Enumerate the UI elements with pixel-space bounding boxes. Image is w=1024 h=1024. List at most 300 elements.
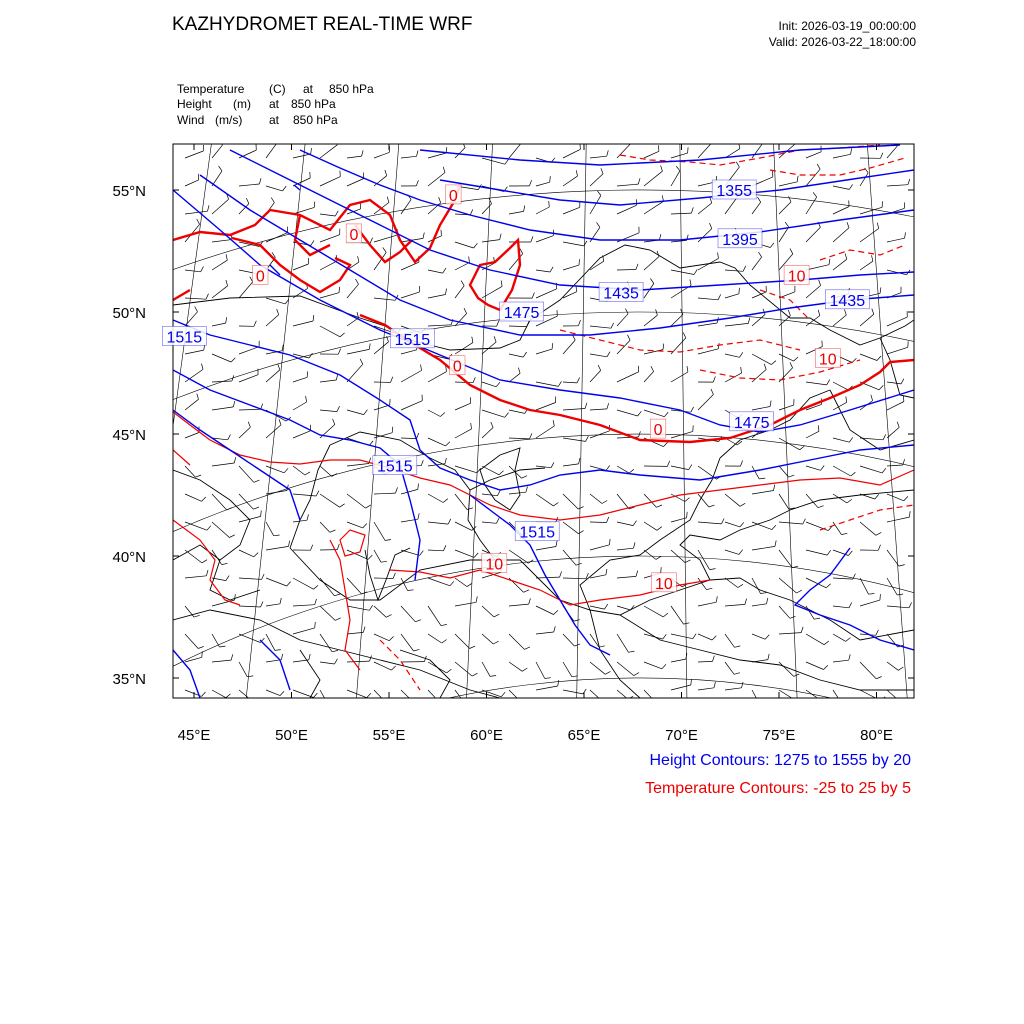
wind-barb bbox=[779, 354, 798, 361]
wind-barb bbox=[536, 541, 557, 550]
wind-barb bbox=[185, 606, 200, 617]
wind-barb bbox=[455, 423, 472, 438]
wind-barb bbox=[482, 606, 499, 617]
wind-barb bbox=[617, 634, 634, 652]
wind-barb bbox=[725, 682, 743, 690]
x-tick-label: 80°E bbox=[860, 727, 893, 744]
wind-barb bbox=[536, 267, 553, 272]
wind-barb bbox=[509, 352, 527, 357]
wind-barb bbox=[455, 690, 471, 703]
wind-barbs bbox=[185, 134, 912, 708]
wind-barb bbox=[428, 690, 447, 704]
wind-barb bbox=[536, 572, 562, 579]
wind-barb bbox=[563, 201, 580, 214]
wind-barb bbox=[374, 606, 392, 617]
y-tick-label: 45°N bbox=[112, 427, 146, 444]
wind-barb bbox=[833, 466, 855, 476]
wind-barb bbox=[482, 662, 496, 676]
svg-text:10: 10 bbox=[787, 268, 806, 286]
wind-barb bbox=[698, 494, 715, 507]
wind-barb bbox=[860, 395, 873, 410]
wind-barb bbox=[887, 232, 906, 242]
temperature-contour-label bbox=[815, 348, 840, 368]
wind-barb bbox=[347, 150, 363, 158]
wind-barb bbox=[347, 627, 365, 634]
wind-barb bbox=[509, 433, 532, 439]
axis-ticks bbox=[173, 144, 914, 698]
wind-barb bbox=[806, 494, 824, 508]
wind-barb bbox=[428, 268, 446, 273]
wind-barb bbox=[347, 279, 359, 298]
wind-barb bbox=[617, 178, 640, 186]
svg-text:0: 0 bbox=[255, 268, 265, 286]
longitude-line bbox=[136, 144, 211, 698]
wind-barb bbox=[671, 333, 686, 355]
wind-barb bbox=[671, 465, 692, 470]
wind-barb bbox=[779, 137, 796, 158]
x-tick-label: 75°E bbox=[762, 727, 796, 744]
wind-barb bbox=[347, 605, 373, 610]
wind-barb bbox=[212, 594, 235, 606]
wind-barb bbox=[725, 599, 747, 606]
wind-barb bbox=[212, 194, 229, 215]
wind-barb bbox=[266, 598, 281, 606]
wind-barb bbox=[428, 662, 451, 673]
wind-barb bbox=[266, 578, 291, 586]
wind-barb bbox=[779, 399, 794, 410]
wind-barb bbox=[617, 571, 638, 578]
wind-barb bbox=[401, 395, 422, 410]
wind-barb bbox=[563, 689, 586, 694]
wind-barb bbox=[374, 522, 391, 541]
svg-text:1395: 1395 bbox=[722, 231, 758, 249]
wind-barb bbox=[698, 223, 712, 242]
wind-barb bbox=[563, 403, 587, 410]
wind-barb bbox=[239, 277, 253, 298]
wind-barb bbox=[752, 690, 768, 708]
svg-text:1435: 1435 bbox=[829, 292, 866, 310]
wind-barb bbox=[185, 394, 199, 410]
wind-barb bbox=[860, 223, 879, 242]
wind-barb bbox=[185, 570, 208, 578]
wind-barb bbox=[833, 309, 846, 326]
wind-barb bbox=[293, 258, 308, 270]
wind-barb bbox=[455, 337, 473, 354]
wind-barb bbox=[536, 626, 555, 634]
wind-barb bbox=[698, 634, 716, 640]
longitude-line bbox=[867, 144, 907, 698]
wind-barb bbox=[833, 184, 853, 189]
wind-barb bbox=[671, 634, 696, 639]
wind-barb bbox=[536, 462, 554, 467]
wind-barb bbox=[428, 366, 447, 382]
wind-barb bbox=[644, 662, 666, 669]
wind-barb bbox=[644, 344, 664, 354]
wind-barb bbox=[644, 550, 661, 559]
wind-barb bbox=[725, 634, 740, 647]
x-tick-label: 55°E bbox=[372, 727, 406, 744]
wind-barb bbox=[779, 494, 795, 509]
wind-barb bbox=[833, 396, 847, 410]
wind-barb bbox=[833, 550, 852, 556]
wind-barb bbox=[725, 494, 745, 506]
y-tick-label: 35°N bbox=[112, 671, 146, 688]
wind-barb bbox=[752, 466, 765, 479]
wind-barb bbox=[644, 606, 668, 617]
wind-barb bbox=[887, 140, 898, 158]
field-level: 850 hPa bbox=[329, 82, 374, 96]
height-legend: Height Contours: 1275 to 1555 by 20 bbox=[649, 752, 911, 769]
field-unit: (C) bbox=[269, 82, 286, 96]
wind-barb bbox=[293, 396, 307, 410]
wind-barb bbox=[401, 195, 411, 214]
wind-barb bbox=[887, 511, 910, 522]
wind-barb bbox=[455, 242, 477, 248]
wind-barb bbox=[860, 662, 882, 679]
wind-barb bbox=[401, 656, 426, 662]
wind-barb bbox=[374, 487, 398, 494]
wind-barb bbox=[860, 354, 881, 361]
wind-barb bbox=[212, 435, 231, 440]
svg-text:1475: 1475 bbox=[733, 414, 770, 432]
y-tick-label: 50°N bbox=[112, 305, 146, 322]
wind-barb bbox=[698, 389, 713, 410]
wind-barb bbox=[455, 550, 478, 557]
svg-text:0: 0 bbox=[349, 226, 359, 244]
wind-barb bbox=[563, 458, 580, 466]
wind-barb bbox=[185, 174, 199, 186]
wind-barb bbox=[320, 374, 338, 382]
wind-barb bbox=[887, 311, 907, 326]
wind-barb bbox=[833, 437, 853, 442]
wind-barb bbox=[536, 343, 553, 354]
wind-barb bbox=[590, 323, 614, 328]
field-name: Height bbox=[177, 97, 212, 111]
wind-barb bbox=[212, 457, 236, 466]
valid-time: Valid: 2026-03-22_18:00:00 bbox=[768, 35, 916, 49]
wind-barb bbox=[347, 359, 363, 382]
wind-barb bbox=[644, 234, 661, 242]
wind-barb bbox=[239, 321, 256, 327]
field-at: at bbox=[269, 97, 280, 111]
wind-barb bbox=[617, 199, 637, 214]
wind-barb bbox=[482, 422, 493, 438]
wind-barb bbox=[590, 604, 608, 609]
wind-barb bbox=[185, 690, 206, 696]
wind-barb bbox=[293, 622, 315, 634]
wind-barb bbox=[698, 197, 712, 214]
wind-barb bbox=[752, 197, 761, 214]
svg-text:10: 10 bbox=[655, 575, 673, 593]
wind-barb bbox=[482, 336, 496, 354]
svg-text:0: 0 bbox=[448, 187, 458, 205]
wind-barb bbox=[779, 362, 793, 382]
wind-barb bbox=[239, 422, 250, 438]
temperature-legend: Temperature Contours: -25 to 25 by 5 bbox=[645, 780, 911, 797]
y-tick-label: 40°N bbox=[112, 549, 146, 566]
wind-barb bbox=[779, 222, 789, 242]
wind-barb bbox=[347, 522, 367, 528]
wind-barb bbox=[428, 578, 454, 586]
field-name: Wind bbox=[177, 113, 205, 127]
wind-barb bbox=[239, 178, 261, 186]
wind-barb bbox=[563, 494, 584, 509]
wind-barb bbox=[698, 294, 721, 299]
svg-text:1515: 1515 bbox=[519, 524, 555, 542]
svg-text:1475: 1475 bbox=[503, 305, 540, 322]
wind-barb bbox=[806, 466, 824, 471]
wind-barb bbox=[239, 662, 253, 677]
wind-barb bbox=[455, 397, 471, 410]
wind-barb bbox=[401, 484, 419, 495]
wind-barb bbox=[833, 148, 852, 158]
wind-barb bbox=[293, 202, 315, 215]
wind-barb bbox=[644, 522, 662, 530]
wind-barb bbox=[185, 294, 209, 300]
wind-barb bbox=[779, 578, 802, 593]
wind-barb bbox=[212, 280, 228, 298]
wind-barb bbox=[698, 596, 717, 606]
wind-barb bbox=[455, 662, 478, 676]
wind-barb bbox=[320, 544, 339, 550]
wind-barb bbox=[887, 662, 903, 670]
wind-barb bbox=[833, 254, 847, 271]
wind-barb bbox=[347, 578, 367, 594]
wind-barb bbox=[752, 654, 769, 662]
wind-barb bbox=[617, 135, 633, 158]
wind-barb bbox=[860, 522, 881, 535]
wind-barb bbox=[536, 283, 557, 298]
wind-barb bbox=[509, 598, 530, 606]
height-contour-label bbox=[599, 283, 643, 303]
field-level: 850 hPa bbox=[293, 113, 338, 127]
wind-barb bbox=[185, 494, 206, 501]
wind-barb bbox=[455, 209, 473, 215]
temperature-contour-label bbox=[482, 553, 507, 573]
wind-barb bbox=[725, 550, 743, 555]
wind-barb bbox=[536, 397, 556, 411]
wind-barb bbox=[671, 309, 683, 326]
wind-barb bbox=[320, 690, 336, 708]
field-unit: (m/s) bbox=[215, 113, 243, 127]
wind-barb bbox=[293, 599, 317, 606]
wind-barb bbox=[779, 519, 805, 524]
wind-barb bbox=[401, 690, 419, 703]
wind-barb bbox=[725, 662, 740, 674]
wind-barb bbox=[860, 578, 874, 594]
wind-barb bbox=[428, 167, 445, 186]
lat-lon-grid bbox=[120, 144, 960, 839]
wind-barb bbox=[320, 606, 341, 620]
wind-barb bbox=[833, 654, 850, 662]
wind-barb bbox=[293, 466, 310, 475]
svg-text:1355: 1355 bbox=[716, 183, 752, 200]
wind-barb bbox=[590, 403, 609, 410]
wind-barb bbox=[320, 659, 337, 664]
svg-text:1515: 1515 bbox=[394, 331, 431, 349]
wind-barb bbox=[320, 406, 340, 411]
wind-barb bbox=[806, 522, 832, 531]
wind-barb bbox=[374, 634, 394, 641]
wind-barb bbox=[266, 690, 284, 696]
wind-barb bbox=[293, 578, 318, 589]
wind-barb bbox=[590, 662, 610, 674]
wind-barb bbox=[347, 494, 371, 508]
wind-barb bbox=[590, 690, 607, 701]
longitude-line bbox=[680, 144, 687, 698]
wind-barb bbox=[266, 522, 280, 536]
wind-barb bbox=[752, 252, 762, 270]
height-contour-label bbox=[162, 326, 206, 346]
wind-barb bbox=[509, 206, 525, 215]
wind-barb bbox=[563, 286, 577, 298]
wind-barb bbox=[482, 382, 500, 387]
wind-barb bbox=[644, 145, 659, 158]
wind-barb bbox=[455, 578, 472, 587]
wind-barb bbox=[536, 201, 549, 214]
height-contour-label bbox=[515, 522, 559, 542]
wind-barb bbox=[671, 606, 689, 624]
wind-barb bbox=[887, 341, 908, 354]
svg-text:0: 0 bbox=[452, 358, 462, 376]
wind-barb bbox=[482, 518, 499, 523]
wind-barb bbox=[401, 151, 418, 159]
wind-barb bbox=[266, 419, 281, 438]
wind-barb bbox=[860, 545, 881, 551]
wind-barb bbox=[428, 545, 446, 551]
wind-barb bbox=[887, 494, 908, 501]
wind-barb bbox=[482, 410, 509, 417]
wind-barb bbox=[401, 365, 422, 383]
wind-barb bbox=[806, 550, 831, 555]
wind-barb bbox=[482, 466, 504, 475]
wind-barb bbox=[806, 634, 829, 645]
wind-barb bbox=[212, 354, 235, 362]
field-at: at bbox=[303, 82, 314, 96]
wind-barb bbox=[401, 256, 419, 270]
wind-barb bbox=[212, 690, 231, 698]
wind-barb bbox=[806, 380, 830, 385]
wind-barb bbox=[617, 542, 635, 550]
wind-barb bbox=[671, 269, 697, 274]
wind-barb bbox=[428, 438, 450, 446]
wind-barb bbox=[320, 211, 338, 216]
wind-barb bbox=[617, 521, 637, 526]
wind-barb bbox=[617, 662, 639, 676]
wind-barb bbox=[590, 539, 610, 550]
height-contour-label bbox=[712, 180, 756, 200]
wind-barb bbox=[509, 139, 521, 159]
wind-barb bbox=[671, 653, 687, 662]
height-contour-label bbox=[500, 302, 544, 322]
wind-barb bbox=[212, 522, 235, 538]
wind-barb bbox=[212, 654, 233, 662]
wind-barb bbox=[293, 371, 308, 382]
wind-barb bbox=[779, 176, 798, 186]
wind-barb bbox=[374, 336, 389, 354]
wind-barb bbox=[509, 662, 527, 671]
wind-barb bbox=[212, 140, 222, 158]
wind-barb bbox=[617, 309, 628, 327]
wind-barb bbox=[293, 491, 319, 496]
temperature-contour-label bbox=[446, 185, 462, 205]
height-contour-label bbox=[373, 456, 417, 476]
wind-barb bbox=[644, 410, 668, 417]
wind-barb bbox=[644, 195, 664, 214]
wind-barb bbox=[482, 634, 499, 644]
longitude-line bbox=[246, 144, 305, 698]
wind-barb bbox=[347, 690, 371, 698]
wind-barb bbox=[428, 606, 447, 626]
wind-barb bbox=[428, 634, 447, 643]
wind-barb bbox=[698, 377, 715, 383]
wind-barb bbox=[266, 541, 290, 550]
wind-barb bbox=[185, 219, 200, 242]
wind-barb bbox=[185, 634, 204, 649]
svg-text:0: 0 bbox=[653, 422, 663, 440]
wind-barb bbox=[833, 222, 849, 242]
wind-barb bbox=[671, 425, 693, 438]
temperature-contour-label bbox=[450, 356, 466, 376]
init-time: Init: 2026-03-19_00:00:00 bbox=[778, 19, 916, 33]
wind-barb bbox=[590, 150, 608, 158]
wind-barb bbox=[212, 166, 222, 186]
wind-barb bbox=[860, 255, 873, 270]
wind-barb bbox=[347, 410, 367, 415]
wind-barb bbox=[374, 550, 387, 562]
wind-barb bbox=[698, 550, 716, 570]
wind-barb bbox=[239, 690, 262, 705]
wind-barb bbox=[401, 606, 421, 622]
wind-barb bbox=[509, 368, 520, 382]
wind-barb bbox=[725, 461, 743, 467]
wind-barb bbox=[887, 179, 910, 186]
wind-barb bbox=[266, 135, 279, 159]
x-tick-label: 45°E bbox=[177, 727, 211, 744]
wind-barb bbox=[320, 139, 337, 158]
wind-barb bbox=[401, 286, 420, 298]
wind-barb bbox=[293, 148, 312, 158]
svg-text:1515: 1515 bbox=[377, 458, 413, 476]
map-frame bbox=[173, 144, 914, 698]
wind-barb bbox=[806, 192, 817, 214]
wind-barb bbox=[509, 180, 532, 186]
wind-barb bbox=[725, 367, 742, 382]
wind-barb bbox=[752, 354, 776, 365]
wind-barb bbox=[644, 166, 662, 187]
wind-barb bbox=[590, 494, 607, 504]
wind-barb bbox=[185, 651, 202, 662]
wind-barb bbox=[671, 366, 688, 382]
height-contours bbox=[173, 145, 914, 698]
wind-barb bbox=[455, 634, 475, 649]
wind-barb bbox=[806, 259, 830, 270]
wind-barb bbox=[428, 289, 447, 298]
x-tick-label: 65°E bbox=[567, 727, 601, 744]
wind-barb bbox=[590, 517, 609, 523]
wind-barb bbox=[644, 461, 670, 467]
wind-barb bbox=[563, 436, 588, 441]
wind-barb bbox=[563, 259, 580, 270]
field-unit: (m) bbox=[233, 97, 251, 111]
x-tick-label: 50°E bbox=[275, 727, 308, 744]
wind-barb bbox=[671, 147, 688, 158]
wind-barb bbox=[779, 466, 794, 477]
wind-barb bbox=[185, 522, 211, 530]
wind-barb bbox=[509, 466, 527, 478]
wind-barb bbox=[617, 366, 639, 382]
wind-barb bbox=[887, 602, 912, 607]
